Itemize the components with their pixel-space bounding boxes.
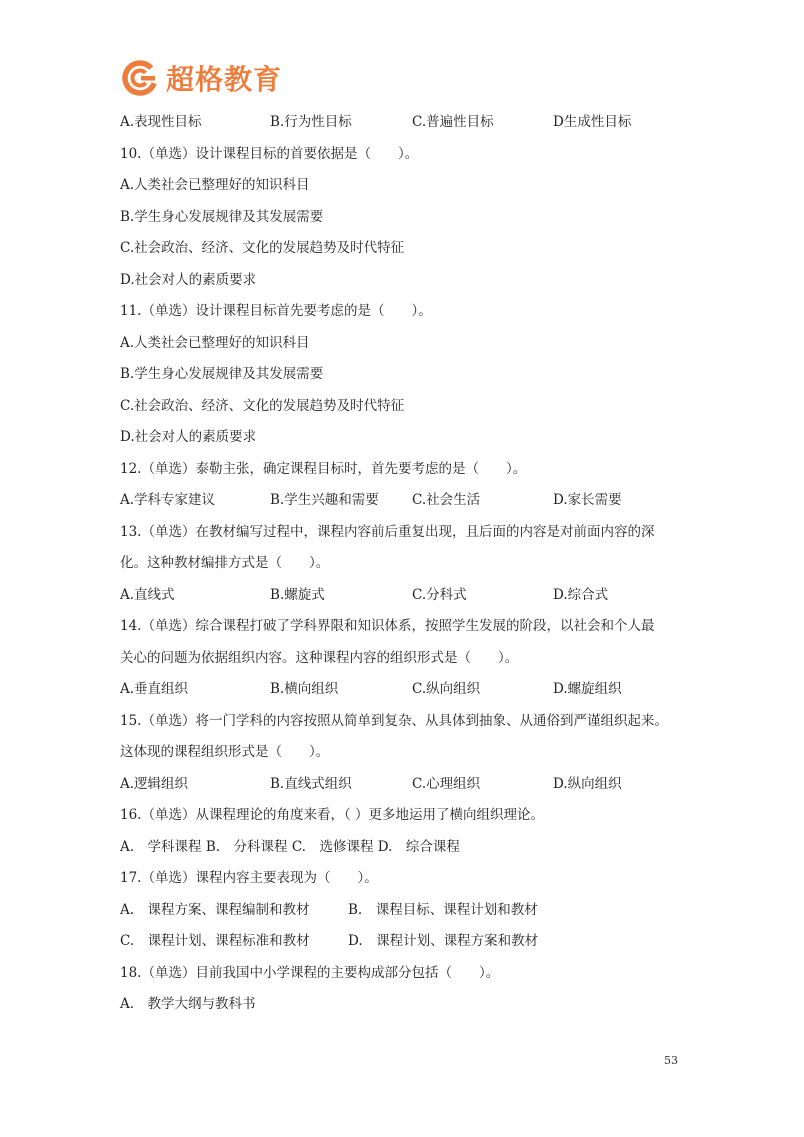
option-item: B.学生兴趣和需要 xyxy=(270,492,379,508)
question-stem: 18.（单选）目前我国中小学课程的主要构成部分包括（ ）。 xyxy=(120,964,500,981)
option-item: C.社会生活 xyxy=(412,492,481,508)
answer-line: C.社会政治、经济、文化的发展趋势及时代特征 xyxy=(120,397,405,414)
answer-line: A.人类社会已整理好的知识科目 xyxy=(120,334,310,351)
answer-line: 这体现的课程组织形式是（ ）。 xyxy=(120,744,330,760)
option-item: D生成性目标 xyxy=(553,114,632,130)
option-item: A. 课程方案、课程编制和教材 xyxy=(120,901,310,918)
option-item: D.纵向组织 xyxy=(553,775,622,792)
answer-line: C.社会政治、经济、文化的发展趋势及时代特征 xyxy=(120,240,405,256)
answer-line: A. 教学大纲与教科书 xyxy=(120,996,256,1012)
answer-line: A. 学科课程 B. 分科课程 C. 选修课程 D. 综合课程 xyxy=(120,838,460,855)
option-item: A.逻辑组织 xyxy=(120,775,189,792)
options-row xyxy=(120,674,692,706)
option-item: C. 课程计划、课程标准和教材 xyxy=(120,933,310,949)
question-stem: 15.（单选）将一门学科的内容按照从简单到复杂、从具体到抽象、从通俗到严谨组织起来。 xyxy=(120,712,668,729)
options-row xyxy=(120,580,692,612)
option-item: A.表现性目标 xyxy=(120,114,202,130)
answer-line: 关心的问题为依据组织内容。这种课程内容的组织形式是（ ）。 xyxy=(120,649,519,666)
option-item: D.家长需要 xyxy=(553,492,622,508)
answer-line: D.社会对人的素质要求 xyxy=(120,271,257,288)
option-item: C.心理组织 xyxy=(412,775,481,792)
question-stem: 17.（单选）课程内容主要表现为（ ）。 xyxy=(120,870,378,886)
question-stem: 12.（单选）泰勒主张，确定课程目标时，首先要考虑的是（ ）。 xyxy=(120,460,527,477)
option-item: D. 课程计划、课程方案和教材 xyxy=(348,933,539,949)
brand-logo xyxy=(120,58,282,98)
g-circle-logo-icon xyxy=(120,58,160,98)
page-number: 53 xyxy=(664,1054,678,1067)
option-item: B. 课程目标、课程计划和教材 xyxy=(348,901,538,918)
answer-line: B.学生身心发展规律及其发展需要 xyxy=(120,208,324,225)
option-item: B.行为性目标 xyxy=(270,114,352,130)
answer-line: D.社会对人的素质要求 xyxy=(120,429,257,445)
question-stem: 14.（单选）综合课程打破了学科界限和知识体系，按照学生发展的阶段，以社会和个人最 xyxy=(120,618,655,634)
option-item: A.垂直组织 xyxy=(120,681,189,697)
option-item: A.直线式 xyxy=(120,586,175,603)
options-row xyxy=(120,895,692,927)
option-item: C.分科式 xyxy=(412,586,467,603)
option-item: A.学科专家建议 xyxy=(120,492,216,508)
answer-line: B.学生身心发展规律及其发展需要 xyxy=(120,366,324,382)
option-item: B.螺旋式 xyxy=(270,586,325,603)
question-stem: 16.（单选）从课程理论的角度来看，（ ）更多地运用了横向组织理论。 xyxy=(120,807,545,823)
question-content xyxy=(120,107,692,1021)
option-item: B.横向组织 xyxy=(270,681,339,697)
options-row xyxy=(120,485,692,517)
question-stem: 11.（单选）设计课程目标首先要考虑的是（ ）。 xyxy=(120,303,432,319)
option-item: C.纵向组织 xyxy=(412,681,481,697)
answer-line: 化。这种教材编排方式是（ ）。 xyxy=(120,555,330,571)
options-row xyxy=(120,926,692,958)
option-item: C.普遍性目标 xyxy=(412,114,494,130)
options-row xyxy=(120,769,692,801)
answer-line: A.人类社会已整理好的知识科目 xyxy=(120,177,310,193)
question-stem: 10.（单选）设计课程目标的首要依据是（ ）。 xyxy=(120,145,419,162)
question-stem: 13.（单选）在教材编写过程中，课程内容前后重复出现，且后面的内容是对前面内容的深 xyxy=(120,523,655,540)
option-item: D.综合式 xyxy=(553,586,609,603)
brand-name: 超格教育 xyxy=(166,63,283,96)
option-item: B.直线式组织 xyxy=(270,775,352,792)
options-row xyxy=(120,107,692,139)
option-item: D.螺旋组织 xyxy=(553,681,622,697)
